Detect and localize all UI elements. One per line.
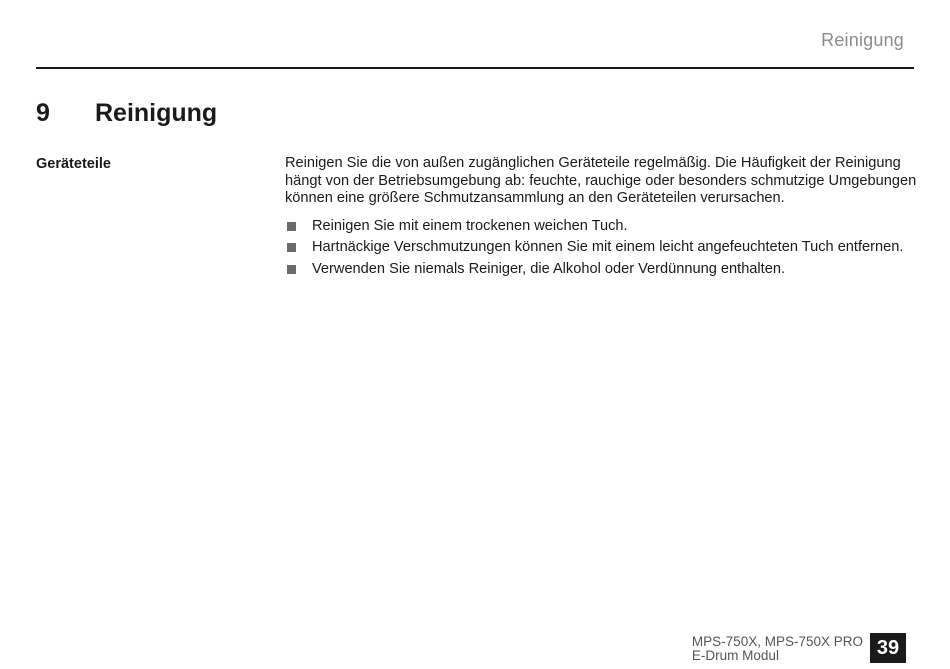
section-content (285, 155, 917, 283)
list-item-text: Reinigen Sie mit einem trockenen weichen Tuch. (312, 217, 628, 234)
footer-product: E-Drum Modul (691, 648, 779, 663)
chapter-number: 9 (36, 99, 50, 127)
list-item-text: Hartnäckige Verschmutzungen können Sie mit einem leicht angefeuchteten Tuch entfernen. (312, 239, 904, 256)
list-item-text: Verwenden Sie niemals Reiniger, die Alkohol oder Verdünnung enthalten. (312, 260, 786, 277)
running-header-title: Reinigung (821, 30, 904, 50)
chapter-heading (36, 99, 217, 128)
square-bullet-icon (287, 243, 296, 252)
intro-paragraph: Reinigen Sie die von außen zugänglichen Geräteteile regelmäßig. Die Häufigkeit der Reinigung hängt von der Betriebsumgebung ab: feuchte, rauchige oder besonders schmutzige Umgebungen können eine größere Schmutzansammlung an den Geräteteilen verursachen. (285, 155, 917, 207)
footer-product-info (692, 635, 863, 663)
list-item (285, 239, 917, 257)
square-bullet-icon (287, 222, 296, 231)
section-side-heading: Geräteteile (36, 156, 111, 172)
page-footer (692, 633, 906, 663)
page-number: 39 (870, 633, 906, 663)
square-bullet-icon (287, 265, 296, 274)
list-item (285, 218, 917, 236)
list-item (285, 261, 917, 279)
header-rule (36, 67, 914, 69)
chapter-title: Reinigung (95, 99, 218, 127)
instruction-list (285, 218, 917, 279)
footer-model: MPS-750X, MPS-750X PRO (691, 634, 863, 649)
